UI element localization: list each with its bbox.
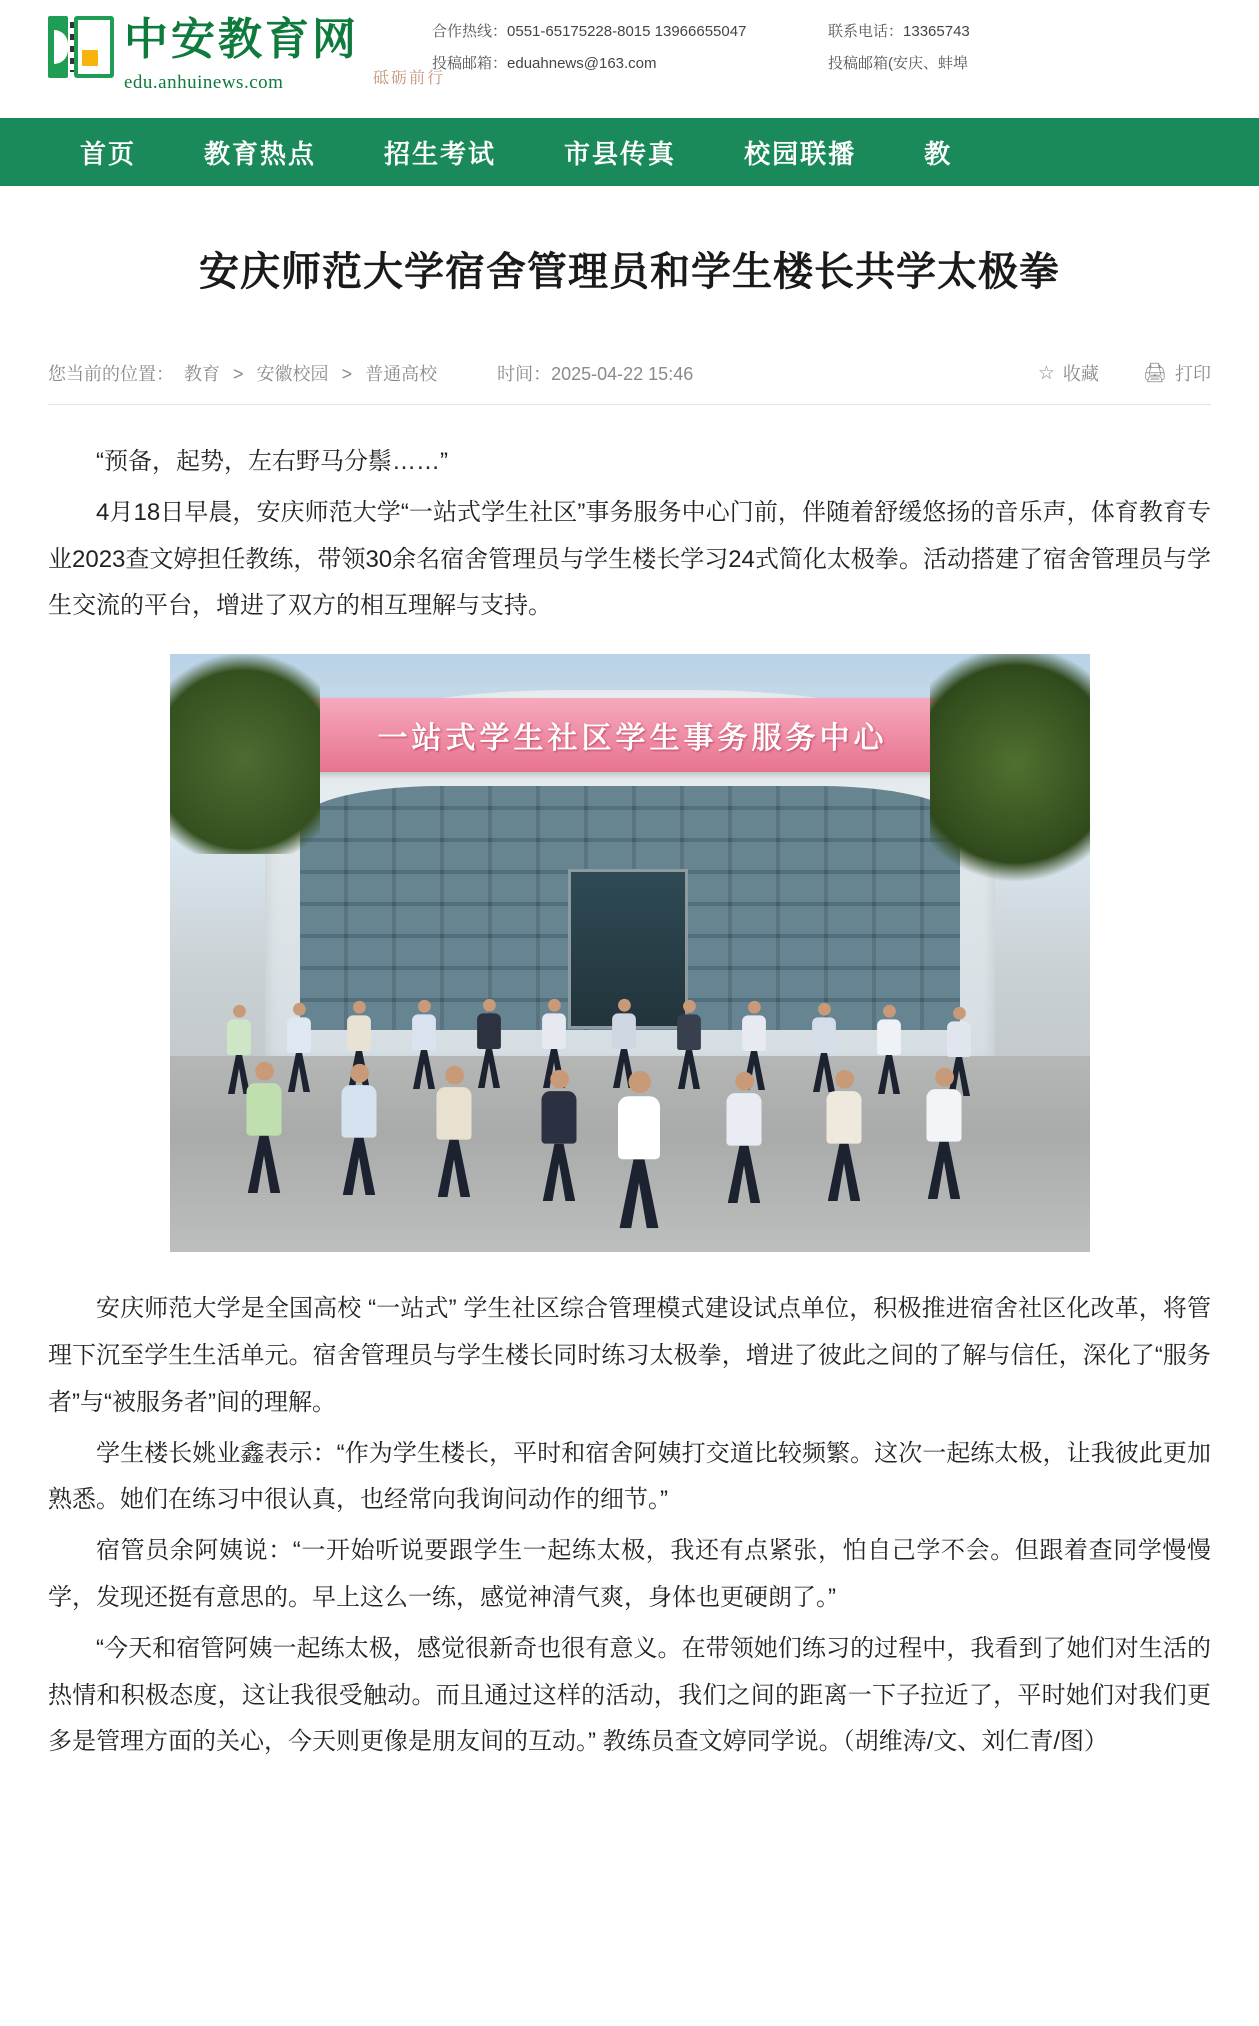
- page-title: 安庆师范大学宿舍管理员和学生楼长共学太极拳: [199, 250, 1060, 294]
- contact-block-primary: [432, 16, 746, 79]
- breadcrumb-item-universities[interactable]: 普通高校: [365, 364, 438, 384]
- hotline-label: 合作热线：: [432, 23, 508, 40]
- article-meta: [48, 360, 1211, 405]
- article-tail-spacer: [48, 1770, 1211, 1790]
- paragraph-lede: 4月18日早晨，安庆师范大学“一站式学生社区”事务服务中心门前，伴随着舒缓悠扬的音乐声，体育教育专业2023查文婷担任教练，带领30余名宿舍管理员与学生楼长学习24式简化太极拳。活动搭建了宿舍管理员与学生交流的平台，增进了双方的相互理解与支持。: [48, 498, 1211, 620]
- logo-icon: [48, 16, 114, 78]
- breadcrumb-item-education[interactable]: 教育: [184, 364, 220, 384]
- hotline-value: 0551-65175228-8015 13966655047: [507, 23, 747, 40]
- article-body-top: [48, 439, 1211, 630]
- nav-item-education-more[interactable]: 教: [924, 138, 953, 169]
- breadcrumb-separator: >: [233, 364, 244, 384]
- phone-label: 联系电话：: [828, 23, 904, 40]
- star-icon: ☆: [1037, 362, 1055, 384]
- photo-banner-text: 一站式学生社区学生事务服务中心: [377, 721, 888, 757]
- nav-item-city-county[interactable]: 市县传真: [564, 138, 677, 169]
- nav-item-admissions-exam[interactable]: 招生考试: [384, 138, 497, 169]
- site-header: [0, 0, 1259, 118]
- main-navigation: [0, 118, 1259, 186]
- time-value: 2025-04-22 15:46: [551, 364, 694, 384]
- paragraph-quote-coach: “今天和宿管阿姨一起练太极，感觉很新奇也很有意义。在带领她们练习的过程中，我看到了她们对生活的热情和积极态度，这让我很受触动。而且通过这样的活动，我们之间的距离一下子拉近了，平时她们对我们更多是管理方面的关心，今天则更像是朋友间的互动。” 教练员查文婷同学说。（胡维涛/文、刘仁青/图）: [48, 1634, 1211, 1756]
- paragraph-quote-dorm-manager: 宿管员余阿姨说：“一开始听说要跟学生一起练太极，我还有点紧张，怕自己学不会。但跟着查同学慢慢学，发现还挺有意思的。早上这么一练，感觉神清气爽，身体也更硬朗了。”: [48, 1537, 1211, 1611]
- logo-title: 中安教育网: [124, 14, 359, 65]
- print-label: 打印: [1175, 364, 1211, 384]
- email-value: eduahnews@163.com: [507, 54, 657, 72]
- paragraph-quote-student-leader: 学生楼长姚业鑫表示：“作为学生楼长，平时和宿舍阿姨打交道比较频繁。这次一起练太极，让我彼此更加熟悉。她们在练习中很认真，也经常向我询问动作的细节。”: [48, 1439, 1211, 1514]
- logo-domain: edu.anhuinews.com: [124, 72, 284, 94]
- publish-time: [497, 360, 693, 386]
- regional-email-label: 投稿邮箱(安庆、蚌埠: [828, 54, 968, 72]
- article-container: [0, 244, 1259, 1790]
- email-label: 投稿邮箱：: [432, 54, 508, 72]
- breadcrumb-separator-2: >: [341, 364, 353, 384]
- article-photo: [170, 654, 1090, 1252]
- favorite-button[interactable]: [1038, 360, 1099, 386]
- breadcrumb: [184, 360, 437, 386]
- article-body-bottom: [48, 1286, 1211, 1766]
- printer-icon: 🖨: [1142, 362, 1167, 384]
- article-figure: [48, 654, 1211, 1252]
- photo-banner: [288, 698, 978, 772]
- nav-item-campus-broadcast[interactable]: 校园联播: [744, 138, 857, 169]
- time-label: 时间：: [497, 364, 552, 384]
- site-logo[interactable]: [48, 10, 445, 94]
- logo-seal-text: 砥砺前行: [373, 68, 446, 88]
- paragraph-background: 安庆师范大学是全国高校 “一站式” 学生社区综合管理模式建设试点单位，积极推进宿舍社区化改革，将管理下沉至学生生活单元。宿舍管理员与学生楼长同时练习太极拳，增进了彼此之间的了解与信任，深化了“服务者”与“被服务者”间的理解。: [48, 1295, 1211, 1416]
- paragraph-quote-opening: “预备，起势，左右野马分鬃……”: [96, 448, 448, 475]
- nav-item-home[interactable]: 首页: [80, 138, 137, 169]
- nav-item-education-hot[interactable]: 教育热点: [204, 138, 317, 169]
- phone-value: 13365743: [903, 23, 970, 40]
- contact-block-secondary: [828, 16, 970, 79]
- breadcrumb-item-anhui-campus[interactable]: 安徽校园: [256, 364, 329, 384]
- print-button[interactable]: [1143, 360, 1211, 386]
- position-label: 您当前的位置：: [48, 364, 174, 384]
- favorite-label: 收藏: [1062, 364, 1099, 384]
